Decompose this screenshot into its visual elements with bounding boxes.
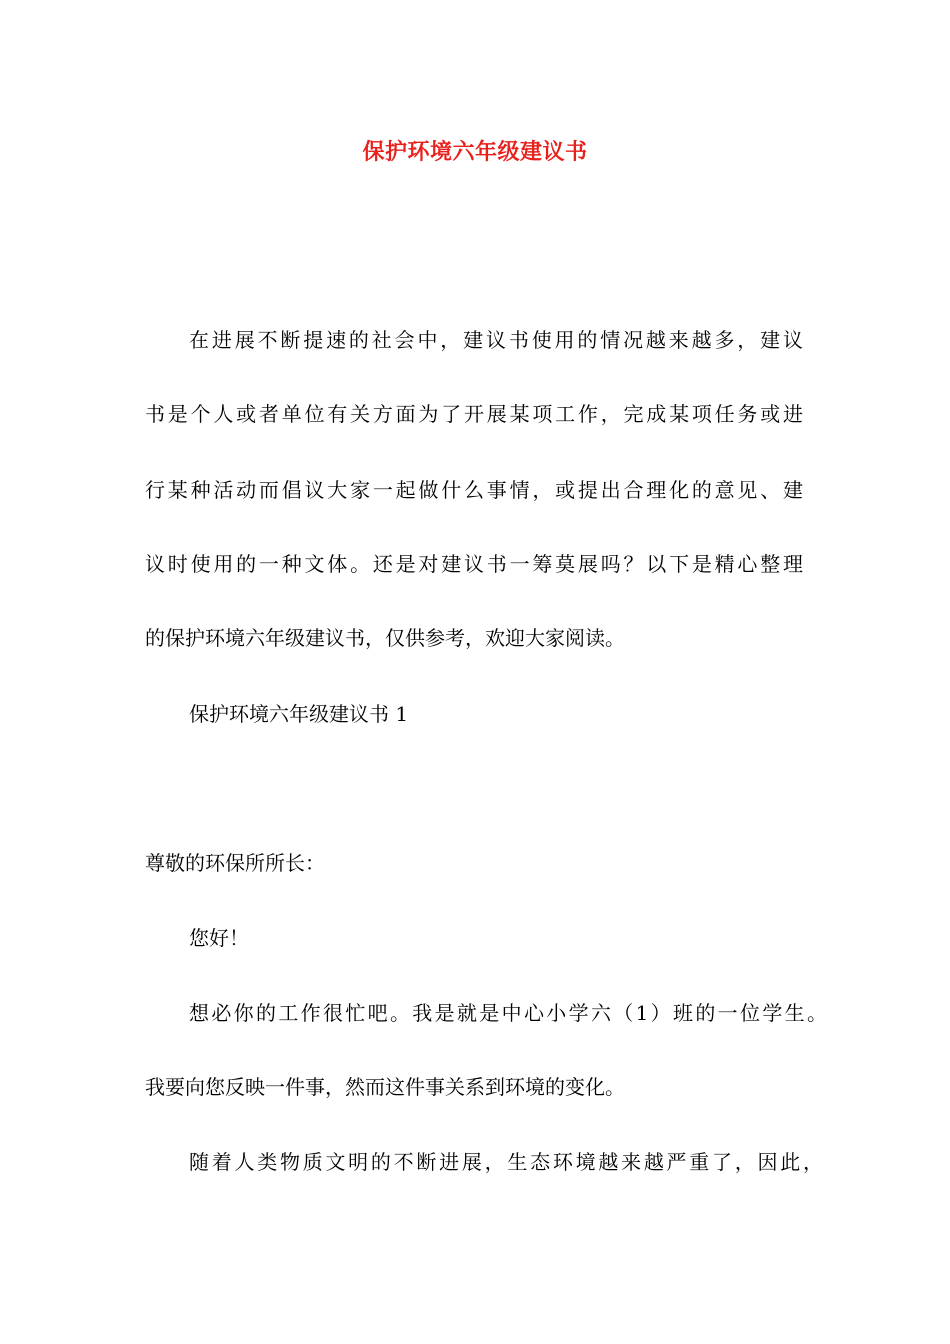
intro-line-3: 行某种活动而倡议大家一起做什么事情，或提出合理化的意见、建 xyxy=(145,478,803,502)
intro-line-5: 的保护环境六年级建议书，仅供参考，欢迎大家阅读。 xyxy=(145,626,625,650)
letter-line-3: 随着人类物质文明的不断进展，生态环境越来越严重了，因此， xyxy=(189,1150,823,1174)
section-heading: 保护环境六年级建议书 1 xyxy=(189,702,409,726)
letter-line-1: 想必你的工作很忙吧。我是就是中心小学六（1）班的一位学生。 xyxy=(189,1001,827,1025)
intro-line-1: 在进展不断提速的社会中，建议书使用的情况越来越多，建议 xyxy=(189,328,803,352)
document-title: 保护环境六年级建议书 xyxy=(362,139,588,165)
letter-line-2: 我要向您反映一件事，然而这件事关系到环境的变化。 xyxy=(145,1075,625,1099)
letter-greeting: 您好！ xyxy=(189,926,249,950)
intro-line-4: 议时使用的一种文体。还是对建议书一筹莫展吗？以下是精心整理 xyxy=(145,552,803,576)
letter-salutation: 尊敬的环保所所长： xyxy=(145,851,325,875)
intro-line-2: 书是个人或者单位有关方面为了开展某项工作，完成某项任务或进 xyxy=(145,402,803,426)
